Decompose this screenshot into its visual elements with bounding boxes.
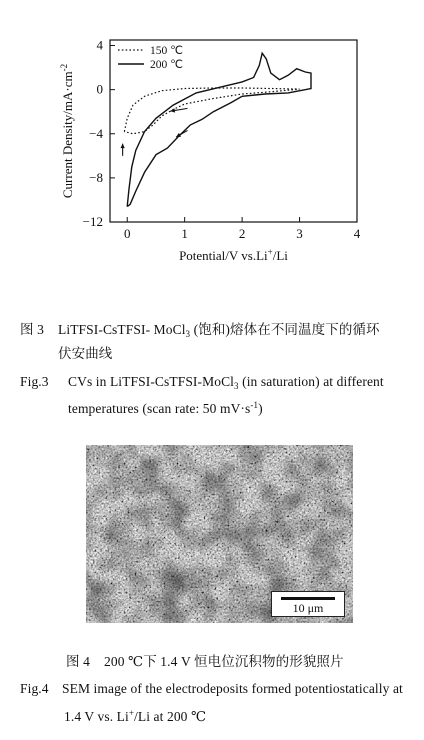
x-tick-label: 1 (181, 226, 188, 241)
x-tick-label: 3 (296, 226, 303, 241)
figure-3-cv-chart (0, 0, 424, 280)
x-tick-label: 0 (123, 226, 131, 241)
y-tick-label: −4 (89, 125, 103, 141)
scale-bar-line (281, 597, 335, 600)
y-tick-label: −8 (89, 169, 103, 185)
scale-bar-label: 10 μm (292, 601, 324, 615)
x-tick-label: 2 (238, 226, 246, 241)
x-axis-label: Potential/V vs.Li+/Li (179, 247, 288, 263)
figure-3-label-en: Fig.3 (20, 374, 49, 389)
figure-3-caption-cn-line2: 伏安曲线 (58, 346, 113, 361)
figure-4-label-cn: 图 4 (66, 654, 90, 669)
figure-4-caption-en-line2: 1.4 V vs. Li+/Li at 200 ℃ (64, 708, 207, 724)
sem-image (86, 445, 353, 623)
figure-3-label-cn: 图 3 (20, 322, 44, 337)
y-tick-label: 4 (96, 37, 103, 53)
series-1-curve (124, 88, 299, 134)
y-axis-label: Current Density/$mA\cdot cm^{-2}$ (59, 63, 75, 199)
figure-4-label-en: Fig.4 (20, 681, 49, 696)
x-tick-label: 4 (353, 226, 361, 241)
figure-3-caption-cn: 图 3 LiTFSI-CsTFSI- MoCl$_3$ (饱和)熔体在不同温度下的循环 (20, 318, 380, 346)
cv-chart-svg (0, 0, 424, 280)
figure-4-caption-cn: 图 4 200 ℃下 1.4 V 恒电位沉积物的形貌照片 (66, 650, 344, 674)
scan-arrow-mid-head (170, 108, 175, 112)
figure-4-caption-en: Fig.4 SEM image of the electrodeposits formed potentiostatically at (20, 677, 403, 701)
scale-bar (271, 591, 345, 617)
scan-arrow-up-head (120, 144, 124, 149)
figure-3-caption-en: Fig.3 CVs in LiTFSI-CsTFSI-MoCl$_3$ (in saturation) at different (20, 370, 384, 398)
series-2-curve (127, 53, 311, 206)
y-tick-label: −12 (82, 214, 103, 229)
legend-label-2: 200 ℃ (150, 59, 184, 71)
plot-frame (110, 40, 357, 222)
legend-label-1: 150 ℃ (150, 45, 184, 57)
figure-3-caption-en-line2: temperatures (scan rate: 50 $mV\cdot s^{-1}$) (68, 400, 263, 416)
y-tick-label: 0 (96, 81, 103, 97)
